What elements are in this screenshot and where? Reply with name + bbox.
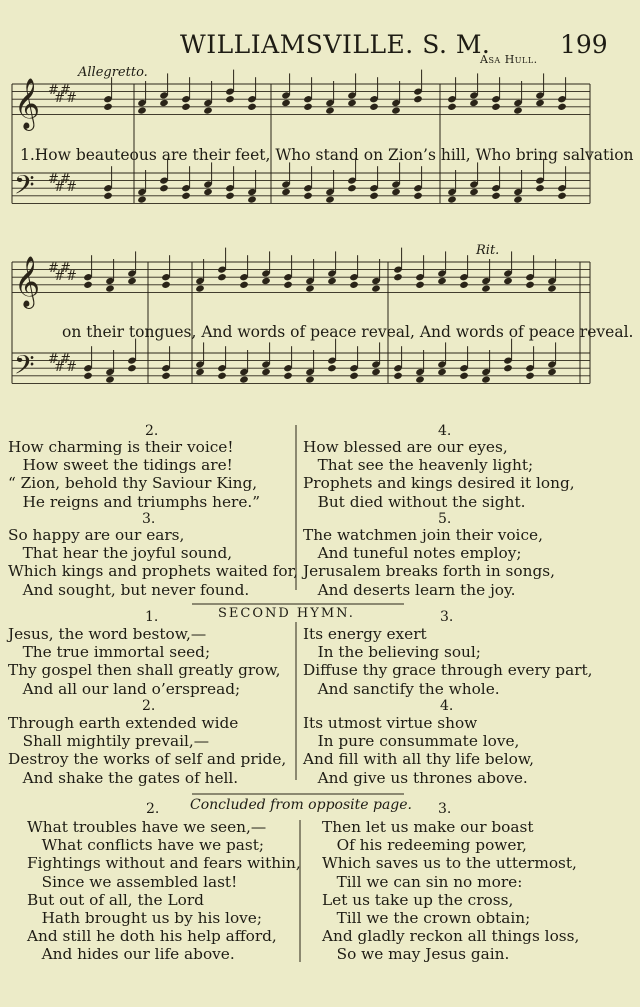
second-hymn-heading: SECOND HYMN.: [218, 606, 355, 621]
verse-number: 5.: [438, 511, 452, 527]
ritard-marking: Rit.: [476, 243, 500, 258]
verse-number: 1.: [145, 609, 159, 625]
svg-text:#: #: [54, 91, 65, 106]
verse-text: Its utmost virtue show In pure consummate love, And fill with all thy life below, And give us thrones above.: [303, 714, 534, 787]
music-score: [0, 0, 640, 420]
verse-number: 2.: [142, 698, 156, 714]
svg-text:#: #: [60, 172, 71, 187]
verse-number: 4.: [438, 423, 452, 439]
svg-text:#: #: [48, 172, 59, 187]
svg-text:#: #: [48, 261, 59, 276]
verse-text: Then let us make our boast Of his redeeming power, Which saves us to the uttermost, Till we can sin no more: Let us take up the cross, Till we the crown obtain; And gladly reckon all things loss, So we may Jesus gain.: [322, 818, 580, 964]
svg-text:#: #: [66, 91, 77, 106]
svg-text:#: #: [48, 352, 59, 367]
verse-text: The watchmen join their voice, And tuneful notes employ; Jerusalem breaks forth in songs, And deserts learn the joy.: [303, 526, 555, 599]
verse-number: 2.: [145, 423, 159, 439]
svg-text:𝄢: 𝄢: [14, 349, 35, 387]
tempo-marking: Allegretto.: [78, 65, 148, 80]
verse-text: What troubles have we seen,— What conflicts have we past; Fightings without and fears within, Since we assembled last! But out of all, the Lord Hath brought us by his love; And still he doth his help afford, And hides our life above.: [27, 818, 301, 964]
svg-text:𝄞: 𝄞: [14, 78, 41, 129]
concluded-heading: Concluded from opposite page.: [190, 797, 412, 813]
svg-text:#: #: [66, 180, 77, 195]
verse-number: 3.: [440, 609, 454, 625]
verse-number: 3.: [142, 511, 156, 527]
composer: Asa Hull.: [480, 53, 538, 66]
lyrics-line-2: on their tongues, And words of peace reveal, And words of peace reveal.: [62, 323, 634, 341]
verse-text: So happy are our ears, That hear the joyful sound, Which kings and prophets waited for, And sought, but never found.: [8, 526, 299, 599]
verse-text: Through earth extended wide Shall mightily prevail,— Destroy the works of self and pride, And shake the gates of hell.: [8, 714, 287, 787]
svg-text:#: #: [54, 180, 65, 195]
page-number: 199: [560, 30, 608, 59]
verse-number: 3.: [438, 801, 452, 817]
svg-text:𝄢: 𝄢: [14, 169, 35, 207]
svg-text:#: #: [66, 269, 77, 284]
svg-text:#: #: [54, 269, 65, 284]
verse-number: 4.: [440, 698, 454, 714]
verse-text: Its energy exert In the believing soul; Diffuse thy grace through every part, And sanctify the whole.: [303, 625, 593, 698]
verse-text: Jesus, the word bestow,— The true immortal seed; Thy gospel then shall greatly grow, And all our land o’erspread;: [8, 625, 281, 698]
svg-text:#: #: [60, 352, 71, 367]
verse-text: How blessed are our eyes, That see the heavenly light; Prophets and kings desired it long, But died without the sight.: [303, 438, 575, 511]
verse-number: 2.: [146, 801, 160, 817]
svg-text:#: #: [60, 261, 71, 276]
svg-text:#: #: [60, 83, 71, 98]
svg-text:#: #: [54, 360, 65, 375]
lyrics-line-1: 1.How beauteous are their feet, Who stand on Zion’s hill, Who bring salvation: [20, 146, 634, 164]
verse-text: How charming is their voice! How sweet the tidings are! “ Zion, behold thy Saviour King, He reigns and triumphs here.”: [8, 438, 261, 511]
hymn-title: WILLIAMSVILLE. S. M.: [180, 30, 491, 59]
svg-text:𝄞: 𝄞: [14, 256, 41, 307]
svg-text:#: #: [48, 83, 59, 98]
svg-text:#: #: [66, 360, 77, 375]
